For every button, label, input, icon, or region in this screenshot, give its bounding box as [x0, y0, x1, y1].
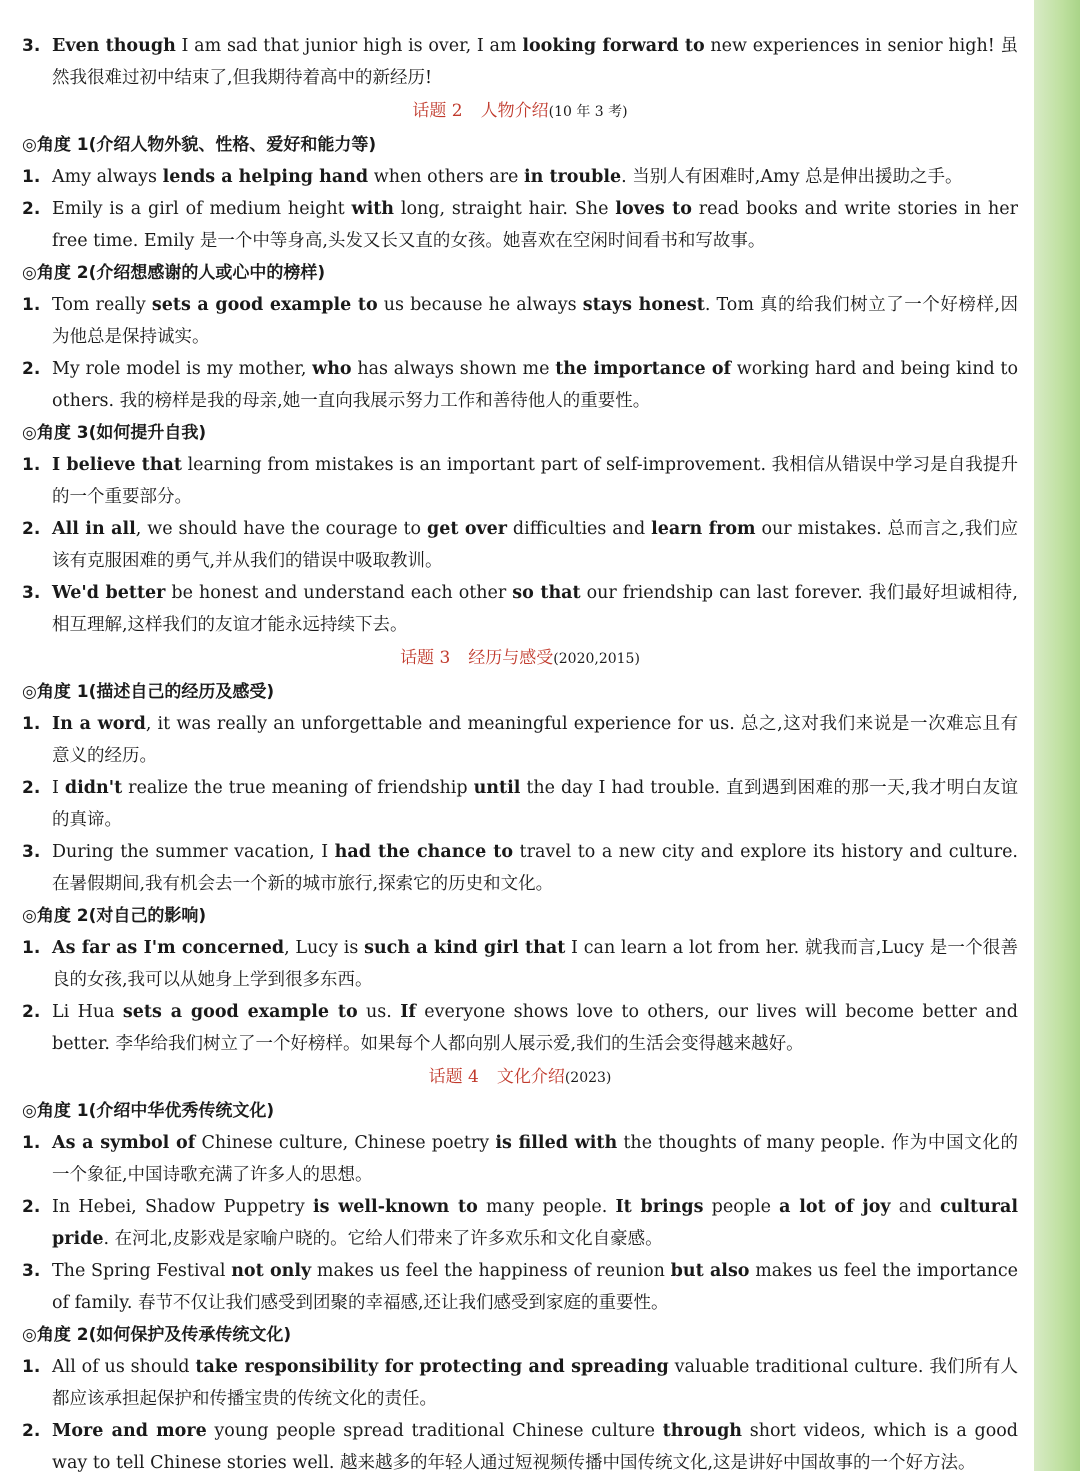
- topic-title: 人物介绍: [480, 101, 549, 121]
- sentence-fragment: young people spread traditional Chinese culture: [206, 1421, 663, 1441]
- sentence-fragment: makes us feel the happiness of reunion: [311, 1261, 671, 1281]
- sentence-text: [52, 353, 1018, 417]
- key-phrase: so that: [512, 583, 581, 603]
- sentence-fragment: and: [890, 1197, 940, 1217]
- item-number: 1.: [22, 714, 41, 734]
- sentence-fragment: valuable traditional culture. 我们所有人都应该承担起保护和传播宝贵的传统文化的责任。: [52, 1357, 1018, 1409]
- topic-heading: [22, 1060, 1018, 1095]
- key-phrase: through: [662, 1421, 743, 1441]
- sentence-text: [52, 996, 1018, 1060]
- sentence-item: [22, 836, 1018, 900]
- sentence-text: [52, 513, 1018, 577]
- sentence-fragment: Emily is a girl of medium height: [52, 199, 352, 219]
- sentence-fragment: . Tom 真的给我们树立了一个好榜样,因为他总是保持诚实。: [52, 295, 1019, 347]
- key-phrase: in trouble: [523, 167, 622, 187]
- angle-heading: ◎角度 1(介绍中华优秀传统文化): [22, 1101, 275, 1121]
- sentence-item: [22, 1415, 1018, 1479]
- sentence-fragment: Tom really: [52, 295, 152, 315]
- sentence-fragment: I am sad that junior high is over, I am: [175, 36, 523, 56]
- angle-heading: ◎角度 2(对自己的影响): [22, 906, 207, 926]
- key-phrase: cultural pride: [52, 1197, 1018, 1249]
- sentence-fragment: our mistakes. 总而言之,我们应该有克服困难的勇气,并从我们的错误中吸取教训。: [52, 519, 1018, 571]
- sentence-text: [52, 836, 1018, 900]
- sentence-fragment: when others are: [368, 167, 524, 187]
- item-number: 2.: [22, 519, 41, 539]
- sentence-text: [52, 708, 1018, 772]
- item-number: 1.: [22, 295, 41, 315]
- sentence-fragment: . 在河北,皮影戏是家喻户晓的。它给人们带来了许多欢乐和文化自豪感。: [103, 1229, 663, 1249]
- key-phrase: is well-known to: [312, 1197, 478, 1217]
- sentence-fragment: All of us should: [52, 1357, 196, 1377]
- sentence-fragment: Li Hua: [52, 1002, 123, 1022]
- sentence-text: [52, 1127, 1018, 1191]
- sentence-fragment: makes us feel the importance of family. 春节不仅让我们感受到团聚的幸福感,还让我们感受到家庭的重要性。: [52, 1261, 1018, 1313]
- sentence-text: [52, 1255, 1018, 1319]
- key-phrase: In a word: [52, 714, 146, 734]
- sentence-item: [22, 30, 1018, 94]
- sentence-fragment: everyone shows love to others, our lives will become better and better. 李华给我们树立了一个好榜样。如果每个人都向别人展示爱,我们的生活会变得越来越好。: [52, 1002, 1018, 1054]
- item-number: 2.: [22, 1421, 41, 1441]
- key-phrase: is filled with: [495, 1133, 618, 1153]
- sentence-text: [52, 1351, 1018, 1415]
- sentence-fragment: I: [52, 778, 65, 798]
- sentence-item: [22, 932, 1018, 996]
- item-number: 2.: [22, 359, 41, 379]
- angle-heading: ◎角度 2(如何保护及传承传统文化): [22, 1325, 292, 1345]
- sentence-fragment: difficulties and: [507, 519, 652, 539]
- item-number: 2.: [22, 778, 41, 798]
- key-phrase: not only: [231, 1261, 312, 1281]
- item-number: 3.: [22, 1261, 41, 1281]
- key-phrase: I believe that: [52, 455, 182, 475]
- sentence-fragment: In Hebei, Shadow Puppetry: [52, 1197, 313, 1217]
- sentence-fragment: Amy always: [52, 167, 163, 187]
- sentence-fragment: be honest and understand each other: [165, 583, 513, 603]
- key-phrase: More and more: [52, 1421, 207, 1441]
- key-phrase: loves to: [615, 199, 692, 219]
- sentence-fragment: I can learn a lot from her. 就我而言,Lucy 是一个很善良的女孩,我可以从她身上学到很多东西。: [52, 938, 1018, 990]
- sentence-fragment: , it was really an unforgettable and meaningful experience for us. 总之,这对我们来说是一次难忘且有意义的经历。: [52, 714, 1018, 766]
- sentence-fragment: My role model is my mother,: [52, 359, 313, 379]
- key-phrase: lends a helping hand: [162, 167, 369, 187]
- item-number: 2.: [22, 1197, 41, 1217]
- key-phrase: As far as I'm concerned: [52, 938, 285, 958]
- item-number: 2.: [22, 1002, 41, 1022]
- sentence-item: [22, 1191, 1018, 1255]
- angle-heading: ◎角度 2(介绍想感谢的人或心中的榜样): [22, 263, 326, 283]
- key-phrase: had the chance to: [334, 842, 514, 862]
- sentence-fragment: has always shown me: [351, 359, 556, 379]
- key-phrase: but also: [670, 1261, 750, 1281]
- sentence-fragment: , Lucy is: [284, 938, 365, 958]
- item-number: 1.: [22, 1357, 41, 1377]
- item-number: 3.: [22, 36, 41, 56]
- topic-label: 话题 3: [400, 648, 451, 668]
- sentence-text: [52, 1415, 1018, 1479]
- angle-heading: ◎角度 1(介绍人物外貌、性格、爱好和能力等): [22, 135, 377, 155]
- sentence-item: [22, 353, 1018, 417]
- key-phrase: who: [312, 359, 352, 379]
- sentence-item: [22, 193, 1018, 257]
- topic-title: 文化介绍: [496, 1067, 565, 1087]
- sentence-item: [22, 449, 1018, 513]
- document-page: [22, 30, 1018, 1479]
- sentence-fragment: learning from mistakes is an important part of self-improvement. 我相信从错误中学习是自我提升的一个重要部分。: [52, 455, 1018, 507]
- key-phrase: get over: [426, 519, 508, 539]
- key-phrase: such a kind girl that: [364, 938, 566, 958]
- key-phrase: the importance of: [555, 359, 732, 379]
- sentence-text: [52, 932, 1018, 996]
- sentence-text: [52, 449, 1018, 513]
- sentence-fragment: long, straight hair. She: [394, 199, 616, 219]
- key-phrase: until: [473, 778, 521, 798]
- sentence-fragment: the day I had trouble. 直到遇到困难的那一天,我才明白友谊的真谛。: [52, 778, 1018, 830]
- sentence-fragment: Chinese culture, Chinese poetry: [195, 1133, 496, 1153]
- item-number: 1.: [22, 938, 41, 958]
- sentence-fragment: travel to a new city and explore its history and culture. 在暑假期间,我有机会去一个新的城市旅行,探索它的历史和文化。: [52, 842, 1018, 894]
- sentence-item: [22, 708, 1018, 772]
- sentence-item: [22, 772, 1018, 836]
- sentence-text: [52, 772, 1018, 836]
- sentence-text: [52, 577, 1018, 641]
- item-number: 1.: [22, 455, 41, 475]
- sentence-text: [52, 289, 1018, 353]
- sentence-fragment: short videos, which is a good way to tell Chinese stories well. 越来越多的年轻人通过短视频传播中国传统文化,这是讲好中国故事的一个好方法。: [52, 1421, 1018, 1473]
- sentence-fragment: . 当别人有困难时,Amy 总是伸出援助之手。: [621, 167, 963, 187]
- sentence-text: [52, 30, 1018, 94]
- topic-heading: [22, 641, 1018, 676]
- item-number: 1.: [22, 167, 41, 187]
- page-edge-decoration: [1034, 0, 1080, 1471]
- key-phrase: Even though: [52, 36, 176, 56]
- sentence-fragment: , we should have the courage to: [135, 519, 427, 539]
- sentence-item: [22, 1351, 1018, 1415]
- sentence-fragment: The Spring Festival: [52, 1261, 232, 1281]
- key-phrase: with: [351, 199, 395, 219]
- sentence-fragment: us because he always: [377, 295, 583, 315]
- key-phrase: take responsibility for protecting and spreading: [195, 1357, 669, 1377]
- key-phrase: stays honest: [582, 295, 705, 315]
- key-phrase: sets a good example to: [151, 295, 378, 315]
- key-phrase: a lot of joy: [779, 1197, 891, 1217]
- key-phrase: didn't: [64, 778, 123, 798]
- sentence-fragment: people: [703, 1197, 780, 1217]
- key-phrase: If: [400, 1002, 416, 1022]
- key-phrase: It brings: [615, 1197, 704, 1217]
- key-phrase: We'd better: [52, 583, 166, 603]
- topic-source: (10 年 3 考): [548, 104, 628, 120]
- item-number: 1.: [22, 1133, 41, 1153]
- topic-label: 话题 2: [412, 101, 463, 121]
- sentence-item: [22, 1255, 1018, 1319]
- sentence-item: [22, 289, 1018, 353]
- sentence-fragment: During the summer vacation, I: [52, 842, 335, 862]
- sentence-item: [22, 161, 1018, 193]
- sentence-fragment: read books and write stories in her free time. Emily 是一个中等身高,头发又长又直的女孩。她喜欢在空闲时间看书和写故事。: [52, 199, 1018, 251]
- sentence-item: [22, 996, 1018, 1060]
- sentence-fragment: us.: [357, 1002, 401, 1022]
- sentence-item: [22, 577, 1018, 641]
- sentence-item: [22, 513, 1018, 577]
- topic-heading: [22, 94, 1018, 129]
- key-phrase: As a symbol of: [52, 1133, 196, 1153]
- item-number: 3.: [22, 842, 41, 862]
- topic-source: (2020,2015): [553, 651, 640, 667]
- sentence-fragment: new experiences in senior high! 虽然我很难过初中结束了,但我期待着高中的新经历!: [52, 36, 1018, 88]
- angle-heading: ◎角度 1(描述自己的经历及感受): [22, 682, 275, 702]
- sentence-fragment: realize the true meaning of friendship: [122, 778, 474, 798]
- sentence-item: [22, 1127, 1018, 1191]
- sentence-text: [52, 193, 1018, 257]
- sentence-fragment: our friendship can last forever. 我们最好坦诚相待,相互理解,这样我们的友谊才能永远持续下去。: [52, 583, 1018, 635]
- sentence-fragment: the thoughts of many people. 作为中国文化的一个象征,中国诗歌充满了许多人的思想。: [52, 1133, 1018, 1185]
- topic-label: 话题 4: [428, 1067, 479, 1087]
- item-number: 2.: [22, 199, 41, 219]
- topic-source: (2023): [564, 1070, 612, 1086]
- sentence-fragment: many people.: [477, 1197, 616, 1217]
- key-phrase: looking forward to: [522, 36, 705, 56]
- topic-title: 经历与感受: [468, 648, 554, 668]
- key-phrase: sets a good example to: [122, 1002, 358, 1022]
- sentence-text: [52, 1191, 1018, 1255]
- item-number: 3.: [22, 583, 41, 603]
- angle-heading: ◎角度 3(如何提升自我): [22, 423, 207, 443]
- sentence-text: [52, 161, 1018, 193]
- sentence-fragment: working hard and being kind to others. 我的榜样是我的母亲,她一直向我展示努力工作和善待他人的重要性。: [52, 359, 1018, 411]
- key-phrase: All in all: [52, 519, 136, 539]
- key-phrase: learn from: [651, 519, 756, 539]
